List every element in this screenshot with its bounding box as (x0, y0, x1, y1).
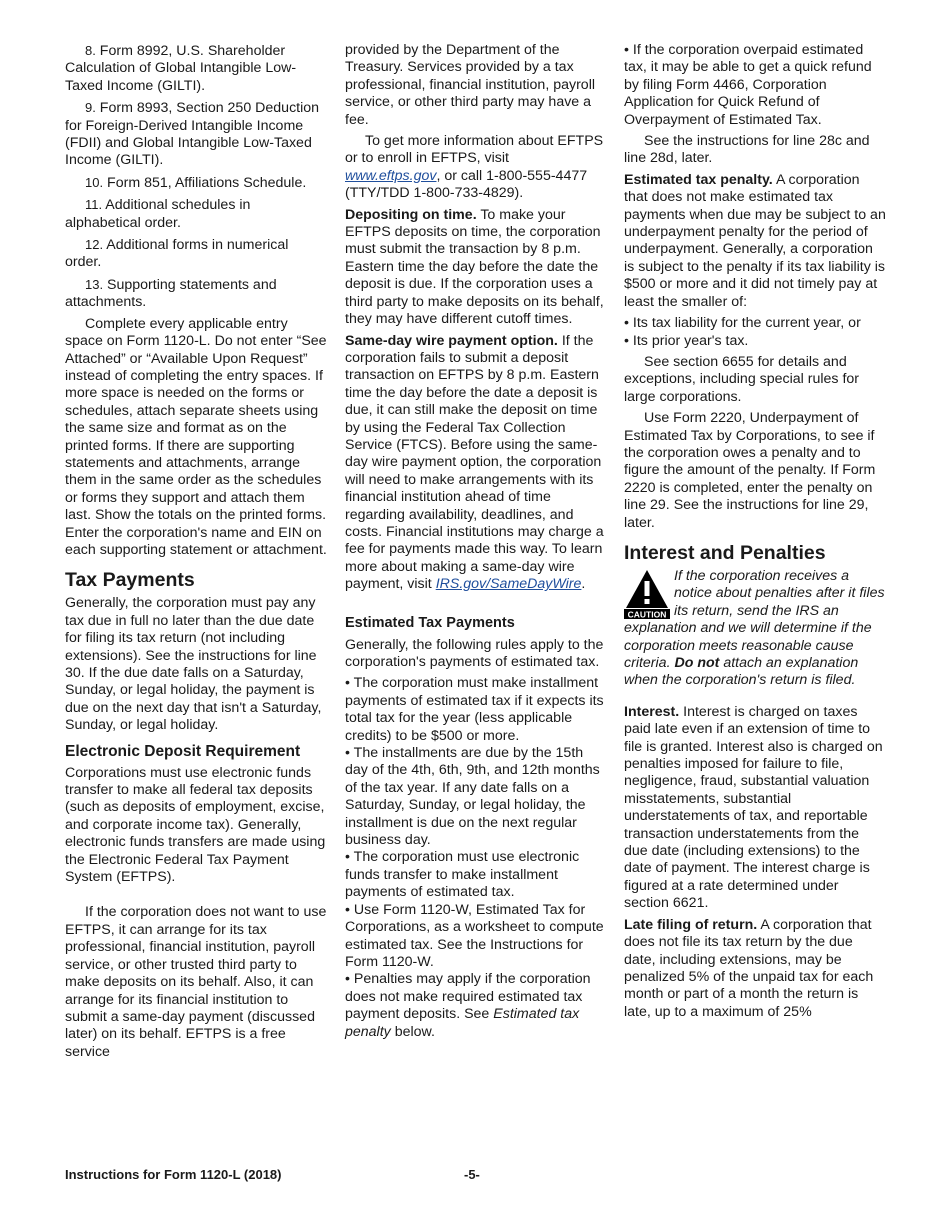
form-2220-paragraph: Use Form 2220, Underpayment of Estimated Tax by Corporations, to see if the corporation owes a penalty and to figure the amount of the penalty. If Form 2220 is completed, enter the penalty on line 29. See the instructions for line 29, later. (624, 410, 876, 531)
bullet-item: • Penalties may apply if the corporation does not make required estimated tax payment deposits. See Estimated tax penalty below. (345, 971, 591, 1040)
list-item-13: 13. Supporting statements and attachments. (65, 276, 277, 311)
estimated-tax-payments-heading: Estimated Tax Payments (345, 614, 515, 631)
depositing-on-time-paragraph: Depositing on time. To make your EFTPS deposits on time, the corporation must submit the transaction by 8 p.m. Eastern time the day before the date the deposit is due. If the corporation uses a third party to make deposits on its behalf, they may have different cutoff times. (345, 206, 604, 328)
see-instructions-paragraph: See the instructions for line 28c and line 28d, later. (624, 133, 870, 167)
column-2 (345, 42, 607, 1041)
list-item-8: 8. Form 8992, U.S. Shareholder Calculation of Global Intangible Low-Taxed Income (GILTI). (65, 43, 297, 94)
bullet-item: • The corporation must make installment payments of estimated tax if it expects its total tax for the year (less applicable credits) to be $500 or more. (345, 675, 604, 744)
more-info-paragraph: To get more information about EFTPS or to enroll in EFTPS, visit www.eftps.gov, or call 1-800-555-4477 (TTY/TDD 1-800-733-4829). (345, 133, 604, 202)
column-3 (624, 42, 886, 1025)
tax-payments-heading: Tax Payments (65, 569, 195, 592)
same-day-wire-paragraph: Same-day wire payment option. If the corporation fails to submit a deposit transaction on EFTPS by 8 p.m. Eastern time the day before the date a deposit is due, it can still make the deposit on time by using the Federal Tax Collection Service (FTCS). Before using the same-day wire payment option, the corporation will need to make arrangements with its financial institution ahead of time regarding availability, deadlines, and costs. Financial institutions may charge a fee for payments made this way. To learn more about making a same-day wire payment, visit IRS.gov/SameDayWire. (345, 332, 604, 593)
interest-penalties-heading: Interest and Penalties (624, 541, 826, 564)
page-number: -5- (464, 1167, 480, 1182)
section-6655-paragraph: See section 6655 for details and exceptions, including special rules for large corporations. (624, 353, 860, 405)
electronic-deposit-paragraph: Corporations must use electronic funds transfer to make all federal tax deposits (such as deposits of employment, excise, and corporate income tax). Generally, electronic funds transfers are made using the Electronic Federal Tax Payment System (EFTPS). (65, 764, 326, 886)
tax-payments-paragraph: Generally, the corporation must pay any tax due in full no later than the due date for filing its tax return (not including extensions). See the instructions for line 30. If the due date falls on a Saturday, Sunday, or legal holiday, the payment is due on the next day that isn't a Saturday, Sunday, or legal holiday. (65, 595, 322, 734)
eftps-alternative-paragraph: If the corporation does not want to use EFTPS, it can arrange for its tax professional, financial institution, payroll service, or other trusted third party to make deposits on its behalf. Also, it can arrange for its financial institution to submit a same-day payment (discussed later) on its behalf. EFTPS is a free service (65, 904, 327, 1060)
same-day-wire-link[interactable]: IRS.gov/SameDayWire (435, 576, 582, 593)
electronic-deposit-heading: Electronic Deposit Requirement (65, 742, 301, 760)
list-item-12: 12. Additional forms in numerical order. (65, 237, 289, 271)
estimated-tax-intro: Generally, the following rules apply to the corporation's payments of estimated tax. (345, 636, 604, 670)
late-filing-paragraph: Late filing of return. A corporation that does not file its tax return by the due date, including extensions, may be penalized 5% of the unpaid tax for each month or part of a month the return is late, up to a maximum of 25% (624, 916, 874, 1020)
column-1 (65, 42, 327, 1065)
estimated-tax-penalty-paragraph: Estimated tax penalty. A corporation that does not make estimated tax payments when due may be subject to an underpayment penalty for the period of underpayment. Generally, a corporation is subject to the penalty if its tax liability is $500 or more and it did not timely pay at least the smaller of: (624, 171, 886, 310)
list-item-11: 11. Additional schedules in alphabetical order. (65, 197, 251, 231)
eftps-link[interactable]: www.eftps.gov (345, 167, 437, 184)
interest-paragraph: Interest. Interest is charged on taxes paid late even if an extension of time to file is granted. Interest also is charged on penalties imposed for failure to file, negligence, fraud, substantial valuation misstatements, substantial understatements of tax, and reportable transaction understatements from the due date (including extensions) to the date of payment. The interest charge is figured at a rate determined under section 6621. (624, 703, 883, 912)
bullet-item: • The corporation must use electronic funds transfer to make installment payments of estimated tax. (345, 849, 580, 901)
caution-label: CAUTION (627, 609, 667, 620)
bullet-item: • If the corporation overpaid estimated tax, it may be able to get a quick refund by filing Form 4466, Corporation Application for Quick Refund of Overpayment of Estimated Tax. (624, 42, 872, 128)
bullet-item: • Its tax liability for the current year, or (624, 315, 861, 332)
caution-icon (624, 568, 670, 620)
bullet-item: • Its prior year's tax. (624, 332, 749, 349)
caution-text: If the corporation receives a notice about penalties after it files its return, send the IRS an explanation and we will determine if the corporation meets reasonable cause criteria. Do not attach an explanation when the corporation's return is filed. (624, 567, 885, 689)
footer-form-title: Instructions for Form 1120-L (2018) (65, 1167, 282, 1182)
bullet-item: • The installments are due by the 15th day of the 4th, 6th, 9th, and 12th months of the tax year. If any date falls on a Saturday, Sunday, or legal holiday, the installment is due on the next regular business day. (345, 745, 600, 849)
complete-paragraph: Complete every applicable entry space on Form 1120-L. Do not enter “See Attached” or “Available Upon Request” instead of completing the entry spaces. If more space is needed on the forms or schedules, attach separate sheets using the same size and format as on the printed forms. If there are supporting statements and attachments, arrange them in the same order as the schedules or forms they support and attach them last. Show the totals on the printed forms. Enter the corporation's name and EIN on each supporting statement or attachment. (65, 315, 327, 558)
list-item-9: 9. Form 8993, Section 250 Deduction for Foreign-Derived Intangible Income (FDII) and Global Intangible Low-Taxed Income (GILTI). (65, 100, 320, 169)
continued-paragraph: provided by the Department of the Treasury. Services provided by a tax professional, financial institution, payroll service, or other third party may have a fee. (345, 42, 595, 128)
list-item-10: 10. Form 851, Affiliations Schedule. (85, 174, 307, 191)
caution-note (624, 568, 886, 690)
bullet-item: • Use Form 1120-W, Estimated Tax for Corporations, as a worksheet to compute estimated tax. See the Instructions for Form 1120-W. (345, 901, 604, 970)
